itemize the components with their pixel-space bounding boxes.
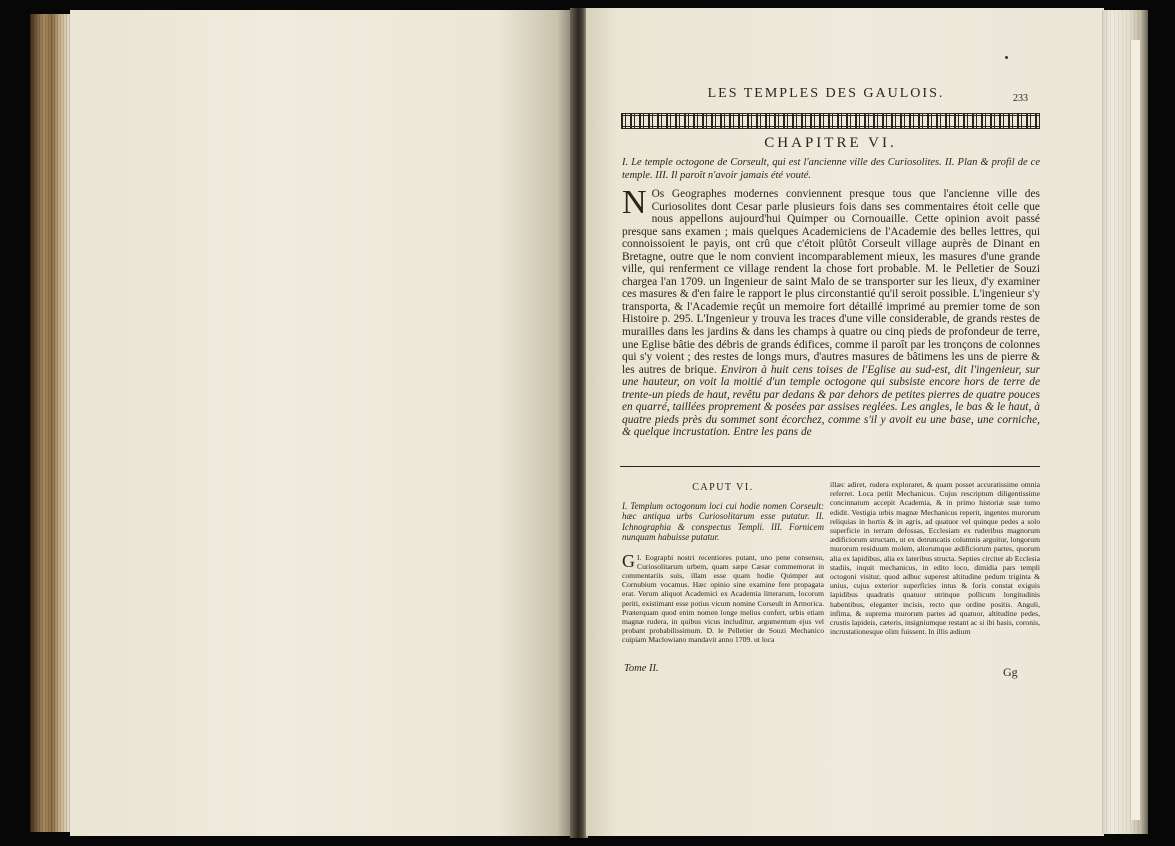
quoted-italic-passage: Environ à huit cens toises de l'Eglise au sud-est, dit l'ingenieur, sur une hauteur, on voit la moitié d'un temple octogone qui subsiste encore hors de terre de trente-un pieds de haut, revêtu par dedans & par dehors de petites pierres de quatre pouces en quarré, taillées proprement & posées par assises reglées. Les angles, le bas & le haut, à quatre pieds près du sommet sont écorchez, comme s'il y avoit eu une base, une corniche, & quelque incrustation. Entre les pans de [622,363,1040,439]
chapter-title: CHAPITRE VI. [764,135,897,151]
running-header: LES TEMPLES DES GAULOIS. [707,86,945,101]
page-edge-strip [1130,40,1140,820]
page-number: 233 [1013,93,1028,104]
latin-summary: I. Templum octogonum loci cui hodie nomen Corseult: hæc antiqua urbs Curiosolitarum esse putatur. II. Ichnographia & conspectus Templi. III. Fornicem nunquam habuisse putatur. [622,501,824,543]
decorative-band-ornament [621,113,1040,129]
chapter-summary: I. Le temple octogone de Corseult, qui est l'ancienne ville des Curiosolites. II. Plan & profil de ce temple. III. Il paroît n'avoir jamais été vouté. [622,157,1040,181]
latin-text-col1 [622,553,824,665]
latin-heading: CAPUT VI. [692,482,754,493]
latin-column-right [830,480,1040,668]
main-paragraph: Os Geographes modernes conviennent presque tous que l'ancienne ville des Curiosolites dont Cesar parle plusieurs fois dans ses commentaires étoit celle que nous appellons aujourd'hui Quimper ou Cornouaille. Cette opinion avoit passé presque sans examen ; mais quelques Academiciens de l'Academie des belles lettres, qui connoissoient le payis, ont crû que c'étoit plûtôt Corseult village auprès de Dinant en Bretagne, outre que le nom convient incomparablement mieux, les masures d'une grande ville, qui renferment ce village rendent la chose fort probable. M. le Pelletier de Souzi chargea l'an 1709. un Ingenieur de saint Malo de se transporter sur les lieux, d'y examiner ces masures & d'en faire le rapport le plus circonstantié qu'il seroit possible. L'ingenieur s'y transporta, & l'Academie reçût un memoire fort détaillé imprimé au premier tome de son Histoire p. 295. L'Ingenieur y trouva les traces d'une ville considerable, de grands restes de murailles dans les jardins & dans les champs à quatre ou cinq pieds de profondeur de terre, une Eglise bâtie des débris de grands édifices, comme il paroît par les tronçons de colonnes qui s'y voient ; des restes de longs murs, d'autres masures de bâtimens les uns de pierre & les autres de brique. [622,188,1040,376]
signature-mark: Gg [1003,665,1018,679]
right-page-stack-edge [1102,10,1148,834]
volume-label: Tome II. [624,663,659,674]
left-page-blank [70,10,572,836]
latin-column-left [622,482,824,665]
section-rule [620,466,1040,467]
paper-speck [1005,56,1008,59]
latin-text-col2: illæc adiret, rudera exploraret, & quam posset accuratissime omnia referret. Loca petiit Mechanicus. Cujus rescriptum diligentissime concinnatum accepit Academia, & in primo historiæ suæ tomo edidit. Vestigia urbis magnæ Mechanicus reperit, ingentes murorum reliquias in hortis & in agris, ad quatuor vel quinque pedes a solo superficie in terram defossas, Ecclesiam ex ruderibus magnorum ædificiorum structam, ut ex detruncatis columnis arguitur, longorum murorum residuum molem, aliorumque ædificiorum partes, quorum alia ex lapidibus, alia ex lateribus structa. Septies circiter ab Ecclesia stadiis, inquit mechanicus, in edito loco, dimidia pars templi octogoni visitur, quod adhuc superest altitudine pedum triginta & unius, cujus exterior superficies intus & foris constat exiguis lapidibus quadratis quatuor utrinque pollicum longitudinis habentibus, eleganter incisis, recto que ordine positis. Anguli, infima, & suprema murorum partes ad quatuor, altitudine pedes, crustis lapideis, cæteris, insigniumque restant ac si ibi basis, coronis, incrustationesque olim fuissent. In illis ædium [830,480,1040,637]
left-page-stack-edge [30,14,70,832]
drop-cap: N [622,188,647,221]
latin-paragraph-1: I. Eographi nostri recentiores putant, uno pene consensu, Curiosolitarum urbem, quam sæpe Cæsar commemorat in commentariis suis, illam esse quam hodie Quimper aut Cornubium vocamus. Hæc opinio sine examine fere propagata erat. Verum aliquot Academici ex Academia litterarum, locorum periti, existimant esse potius vicum nomine Corseult in Armorica. Præterquam quod enim nomen longe melius confert, urbis etiam magnæ rudera, in quibus vicus includitur, argumentum ejus vel probant probabilissimum. D. le Pelletier de Souzi Mechanico cuipiam Maclowiano mandavit anno 1709. ut loca [622,552,824,645]
main-french-text [622,188,1040,451]
latin-initial: G [622,552,635,571]
